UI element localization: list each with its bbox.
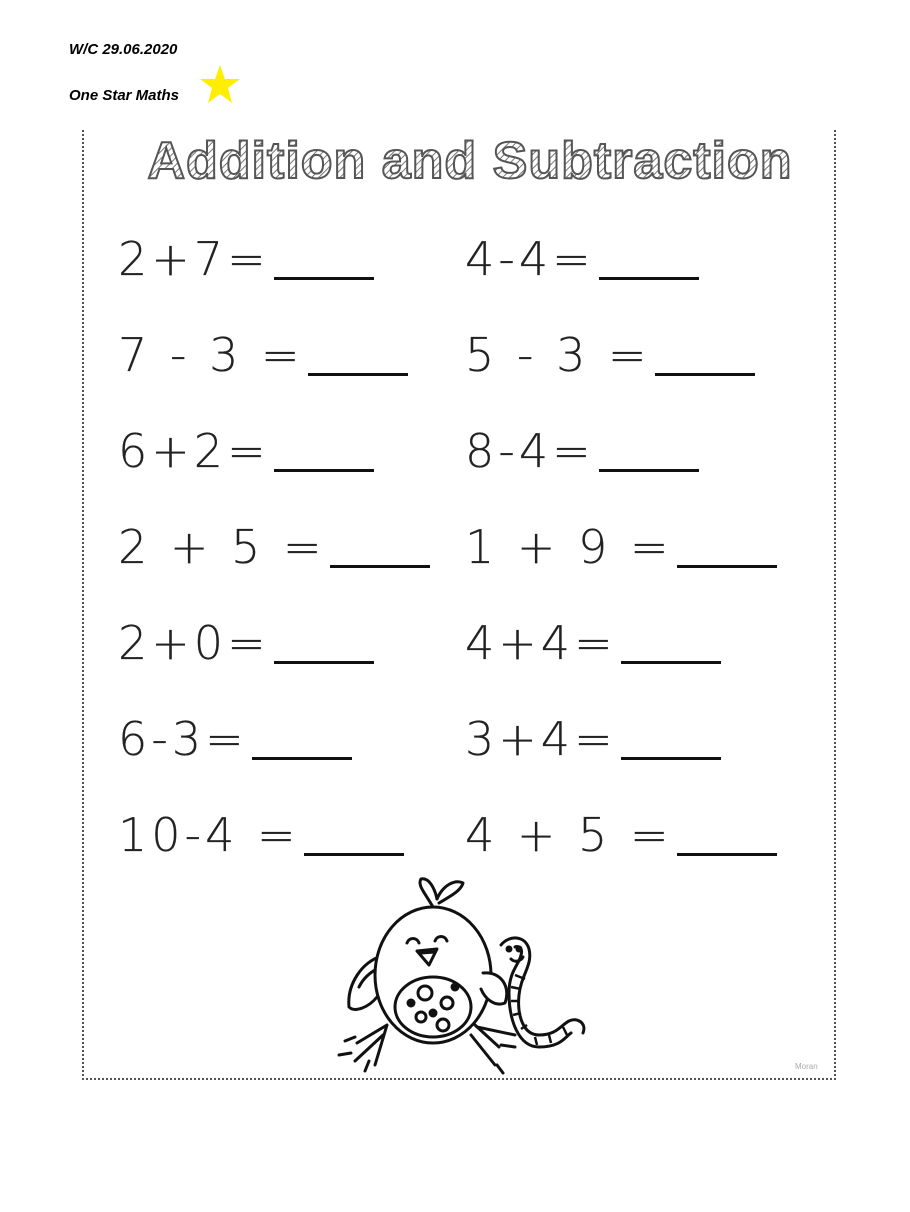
problem-left-1 [118, 226, 374, 286]
problem-expression: 7 - 3 = [118, 328, 304, 382]
problem-left-5 [118, 610, 374, 670]
problem-expression: 10-4 = [118, 808, 300, 862]
problem-left-4 [118, 514, 430, 574]
worksheet-title [120, 128, 820, 192]
problem-right-5 [465, 610, 721, 670]
problem-right-4 [465, 514, 777, 574]
worksheet-title-text: Addition and Subtraction [147, 132, 793, 190]
problem-left-7 [118, 802, 404, 862]
answer-blank[interactable] [621, 661, 721, 664]
problem-expression: 6-3= [118, 712, 248, 766]
problem-right-1 [465, 226, 699, 286]
problem-left-2 [118, 322, 408, 382]
worksheet-date: W/C 29.06.2020 [69, 41, 178, 58]
problem-expression: 4+4= [465, 616, 617, 670]
problem-left-3 [118, 418, 374, 478]
problem-right-3 [465, 418, 699, 478]
answer-blank[interactable] [599, 469, 699, 472]
answer-blank[interactable] [599, 277, 699, 280]
problem-right-7 [465, 802, 777, 862]
illustrator-watermark: Moran [795, 1062, 818, 1071]
problem-expression: 8-4= [465, 424, 595, 478]
worksheet-level: One Star Maths [69, 87, 180, 104]
answer-blank[interactable] [621, 757, 721, 760]
answer-blank[interactable] [655, 373, 755, 376]
answer-blank[interactable] [304, 853, 404, 856]
problem-expression: 4 + 5 = [465, 808, 673, 862]
problem-expression: 4-4= [465, 232, 595, 286]
bird-with-worm-illustration [325, 875, 600, 1075]
answer-blank[interactable] [274, 661, 374, 664]
problem-right-6 [465, 706, 721, 766]
problem-right-2 [465, 322, 755, 382]
answer-blank[interactable] [274, 469, 374, 472]
answer-blank[interactable] [677, 565, 777, 568]
problem-expression: 5 - 3 = [465, 328, 651, 382]
answer-blank[interactable] [677, 853, 777, 856]
problem-expression: 3+4= [465, 712, 617, 766]
problem-expression: 2+7= [118, 232, 270, 286]
problem-expression: 6+2= [118, 424, 270, 478]
problem-expression: 2 + 5 = [118, 520, 326, 574]
problem-expression: 2+0= [118, 616, 270, 670]
answer-blank[interactable] [330, 565, 430, 568]
problem-expression: 1 + 9 = [465, 520, 673, 574]
answer-blank[interactable] [274, 277, 374, 280]
star-icon [199, 64, 241, 104]
answer-blank[interactable] [308, 373, 408, 376]
answer-blank[interactable] [252, 757, 352, 760]
problem-left-6 [118, 706, 352, 766]
